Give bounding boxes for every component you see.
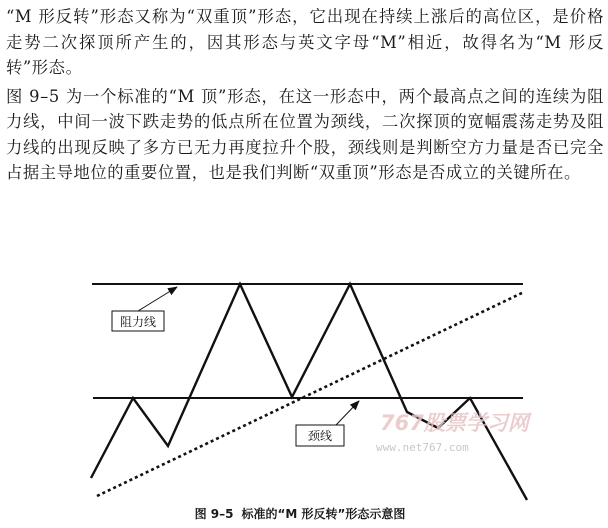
neckline-label: 颈线	[307, 429, 333, 443]
figure-caption	[0, 505, 608, 522]
paragraph-explanation: 图 9–5 为一个标准的“M 顶”形态，在这一形态中，两个最高点之间的连续为阻力线，中间一波下跌走势的低点所在位置为颈线，二次探顶的宽幅震荡走势及阻力线的出现反映了多方已无力再度拉升个股，颈线则是判断空方力量是否已完全占据主导地位的重要位置，也是我们判断“双重顶”形态是否成立的关键所在。	[6, 86, 604, 182]
watermark	[376, 411, 533, 454]
figure-title: 标准的“M 形反转”形态示意图	[241, 507, 406, 521]
resistance-arrow	[138, 287, 177, 311]
resistance-label: 阻力线	[119, 315, 157, 329]
article-body	[6, 4, 604, 186]
watermark-logo: 767股票学习网	[380, 411, 529, 435]
neckline-arrow	[336, 401, 359, 425]
paragraph-intro: “M 形反转”形态又称为“双重顶”形态，它出现在持续上涨后的高位区，是价格走势二次探顶所产生的，因其形态与英文字母“M”相近，故得名为“M 形反转”形态。	[6, 7, 604, 77]
m-top-diagram	[0, 262, 608, 507]
watermark-url: www.net767.com	[376, 441, 469, 454]
figure-number: 图 9–5	[194, 507, 234, 521]
